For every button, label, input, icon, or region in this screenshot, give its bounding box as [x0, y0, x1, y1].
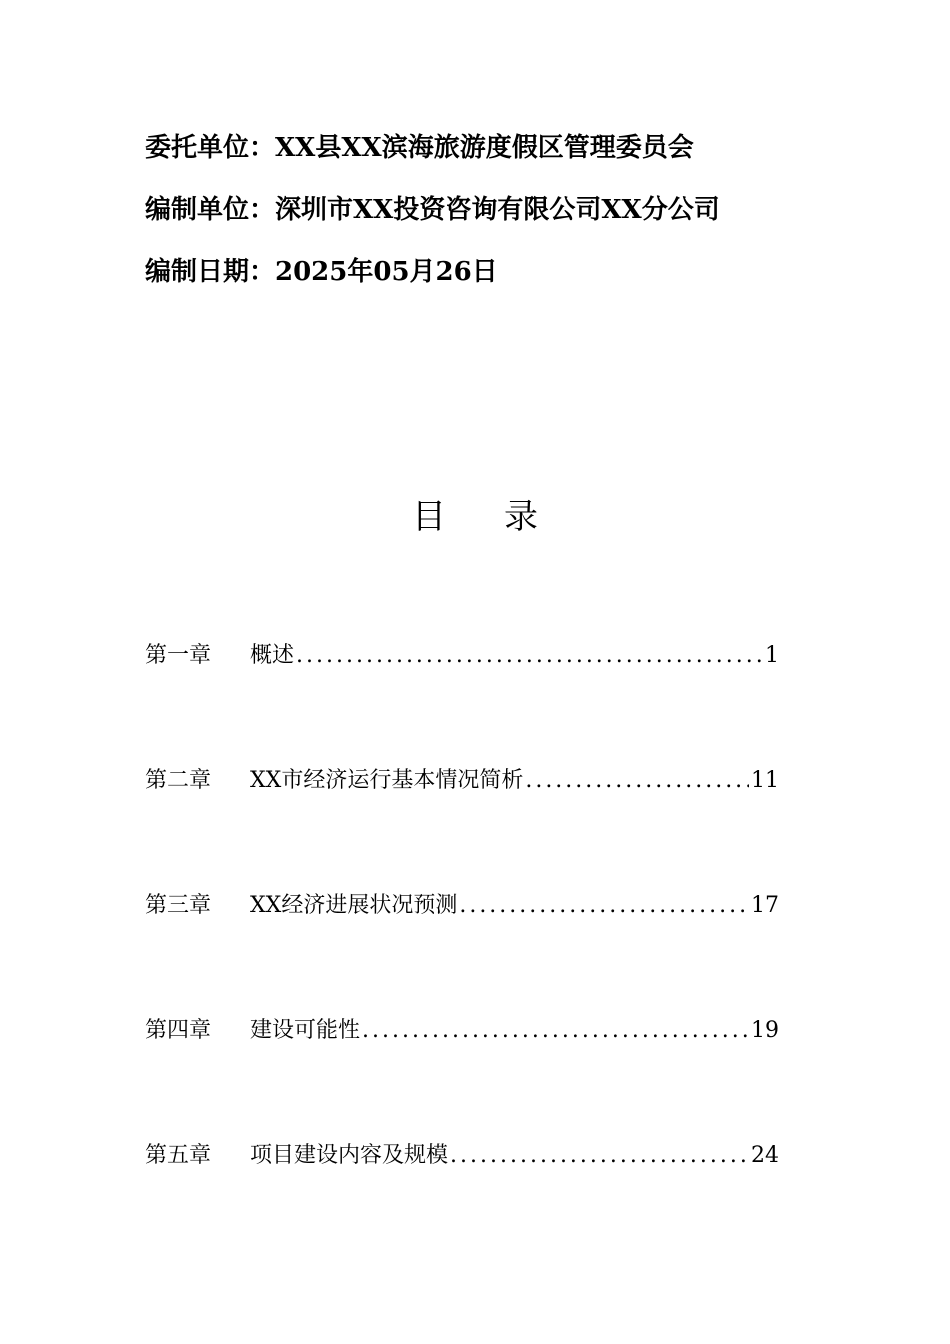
toc-chapter-number: 第一章	[145, 643, 212, 668]
toc-chapter-title: 建设可能性	[250, 1018, 361, 1043]
toc-page-number: 19	[751, 1018, 779, 1043]
toc-leader-dots	[450, 1136, 749, 1176]
compile-date: 编制日期：2025年05月26日	[145, 257, 498, 287]
toc-leader-dots	[459, 886, 749, 926]
cover-meta	[145, 128, 845, 314]
toc-chapter-title: 项目建设内容及规模	[250, 1143, 449, 1168]
toc-entry[interactable]	[145, 1136, 779, 1176]
toc-chapter-number: 第四章	[145, 1018, 212, 1043]
compiler-unit: 编制单位：深圳市XX投资咨询有限公司XX分公司	[145, 195, 720, 225]
toc-chapter-number: 第二章	[145, 768, 212, 793]
client-unit: 委托单位：XX县XX滨海旅游度假区管理委员会	[145, 133, 694, 163]
toc-leader-dots	[525, 761, 749, 801]
toc-page-number: 24	[751, 1143, 779, 1168]
toc-entry[interactable]	[145, 1011, 779, 1051]
toc-chapter-title: 概述	[250, 643, 295, 668]
toc-leader-dots	[296, 636, 763, 676]
toc-chapter-title: XX市经济运行基本情况简析	[250, 768, 524, 793]
toc-chapter-number: 第五章	[145, 1143, 212, 1168]
toc-chapter-number: 第三章	[145, 893, 212, 918]
toc-entry[interactable]	[145, 761, 779, 801]
table-of-contents	[145, 636, 779, 1261]
toc-entry[interactable]	[145, 886, 779, 926]
toc-page-number: 17	[751, 893, 779, 918]
toc-page-number: 1	[765, 643, 779, 668]
toc-entry[interactable]	[145, 636, 779, 676]
toc-title-left: 目	[412, 497, 446, 537]
toc-title-right: 录	[504, 497, 538, 537]
toc-title	[0, 493, 950, 541]
toc-page-number: 11	[751, 768, 779, 793]
toc-chapter-title: XX经济进展状况预测	[250, 893, 458, 918]
toc-leader-dots	[362, 1011, 749, 1051]
